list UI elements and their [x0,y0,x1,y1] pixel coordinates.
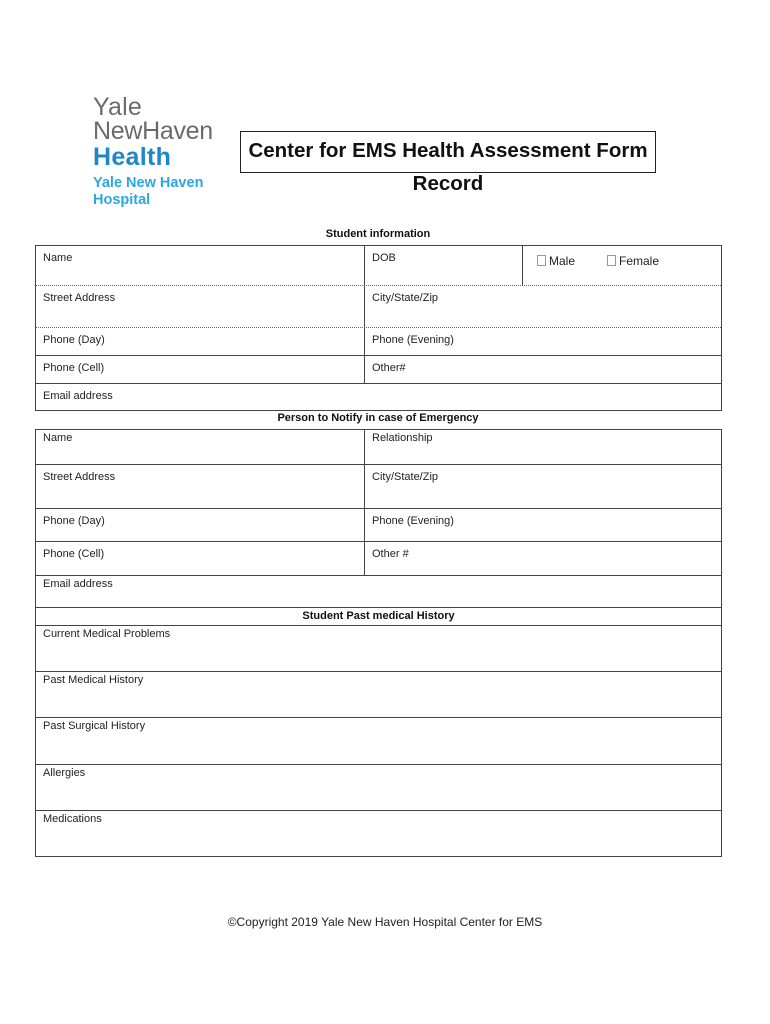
female-option[interactable] [607,254,659,268]
student-email-label: Email address [43,390,113,402]
medications-label: Medications [43,813,102,825]
logo-line-hospital: Hospital [93,192,151,208]
male-option[interactable] [537,254,575,268]
emergency-other-field[interactable] [364,542,721,575]
history-row-past-medical [36,671,721,717]
student-phone-evening-field[interactable] [364,328,721,355]
logo-line-newhaven: NewHaven [93,117,213,145]
past-medical-field[interactable] [36,672,721,717]
student-city-label: City/State/Zip [372,292,439,304]
logo-line-ynh: Yale New Haven [93,175,204,191]
emergency-relationship-label: Relationship [372,432,433,444]
logo-line-yale: Yale [93,93,142,121]
emergency-city-label: City/State/Zip [372,471,439,483]
history-heading: Student Past medical History [302,610,455,622]
past-medical-label: Past Medical History [43,674,144,686]
student-email-field[interactable] [36,384,721,410]
emergency-city-field[interactable] [364,465,721,508]
history-heading-row [36,608,721,625]
history-row-current [36,625,721,671]
history-table [35,607,722,857]
emergency-relationship-field[interactable] [364,430,721,464]
emergency-phone-cell-field[interactable] [36,542,364,575]
emergency-email-field[interactable] [36,576,721,609]
female-checkbox[interactable] [607,255,616,266]
copyright-footer: ©Copyright 2019 Yale New Haven Hospital Center for EMS [227,915,543,929]
gender-cell [522,246,721,285]
male-checkbox[interactable] [537,255,546,266]
student-name-field[interactable] [36,246,364,285]
emergency-phone-day-label: Phone (Day) [43,515,105,527]
student-row-email [36,383,721,410]
history-row-past-surgical [36,717,721,764]
student-row-name [36,246,721,285]
emergency-heading: Person to Notify in case of Emergency [277,412,479,424]
student-phone-evening-label: Phone (Evening) [372,334,454,346]
student-street-label: Street Address [43,292,116,304]
emergency-phone-evening-label: Phone (Evening) [372,515,454,527]
allergies-field[interactable] [36,765,721,810]
medications-field[interactable] [36,811,721,856]
history-row-allergies [36,764,721,810]
student-info-heading: Student information [325,228,431,240]
past-surgical-label: Past Surgical History [43,720,146,732]
emergency-row-address [36,464,721,508]
student-row-cell [36,355,721,383]
allergies-label: Allergies [43,767,86,779]
emergency-other-label: Other # [372,548,409,560]
emergency-name-field[interactable] [36,430,364,464]
female-label: Female [619,254,660,268]
emergency-name-label: Name [43,432,73,444]
student-phone-day-field[interactable] [36,328,364,355]
emergency-phone-day-field[interactable] [36,509,364,541]
past-surgical-field[interactable] [36,718,721,764]
yale-new-haven-health-logo [93,93,233,208]
student-row-phone [36,327,721,355]
student-street-field[interactable] [36,286,364,327]
emergency-row-cell [36,541,721,575]
current-problems-field[interactable] [36,626,721,671]
emergency-email-label: Email address [43,578,113,590]
student-row-address [36,285,721,327]
student-dob-label: DOB [372,252,396,264]
form-title: Center for EMS Health Assessment Form [248,139,648,162]
student-info-table [35,245,722,411]
student-dob-field[interactable] [364,246,522,285]
emergency-street-field[interactable] [36,465,364,508]
student-other-label: Other# [372,362,406,374]
form-subtitle: Record [412,172,484,195]
emergency-row-email [36,575,721,609]
emergency-table [35,429,722,609]
current-problems-label: Current Medical Problems [43,628,171,640]
logo-line-health: Health [93,143,172,171]
student-phone-day-label: Phone (Day) [43,334,105,346]
emergency-phone-evening-field[interactable] [364,509,721,541]
emergency-phone-cell-label: Phone (Cell) [43,548,105,560]
student-name-label: Name [43,252,73,264]
emergency-row-name [36,430,721,464]
student-other-field[interactable] [364,356,721,383]
student-city-field[interactable] [364,286,721,327]
student-phone-cell-label: Phone (Cell) [43,362,105,374]
emergency-street-label: Street Address [43,471,116,483]
history-row-medications [36,810,721,856]
emergency-row-phone [36,508,721,541]
male-label: Male [549,254,576,268]
student-phone-cell-field[interactable] [36,356,364,383]
